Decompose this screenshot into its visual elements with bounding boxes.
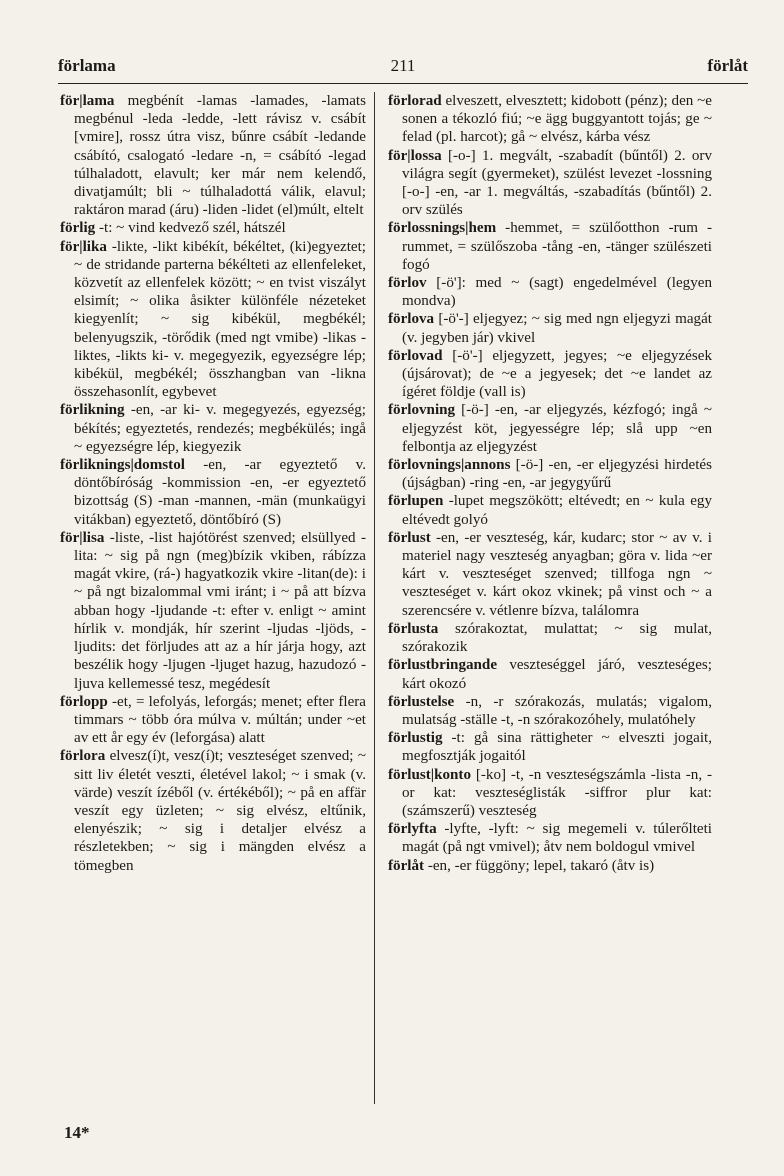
dictionary-entry: förliknings|domstol -en, -ar egyeztető v. döntőbíróság -kommission -en, -er egyeztető bizottság (S) -man -mannen, -män (munkaügyi vitákban) egyeztető, döntőbíró (S): [60, 457, 366, 528]
dictionary-entry: för|lossa [-o-] 1. megvált, -szabadít (bűntől) 2. orv világra segít (gyermeket), szülést levezet -lossning [-o-] -en, -ar 1. megváltás, -szabadítás (bűntől) 2. orv szülés: [388, 147, 712, 219]
dictionary-entry: förlustig -t: gå sina rättigheter ~ elveszti jogait, megfosztják jogaitól: [388, 730, 712, 765]
dictionary-entry: förlåt -en, -er függöny; lepel, takaró (åtv is): [388, 857, 655, 874]
column-divider: [374, 92, 375, 1104]
dictionary-entry: förlustbringande veszteséggel járó, veszteséges; kárt okozó: [388, 657, 712, 692]
dictionary-entry: förlig -t: ~ vind kedvező szél, hátszél: [60, 220, 286, 237]
dictionary-entry: förlust -en, -er veszteség, kár, kudarc; stor ~ av v. i materiel nagy veszteség anyagban; göra v. lida ~er kárt v. veszteséget szenved; tillfoga ngn ~ veszteséget v. kárt okoz vkinek; på vinst och ~ a szerencsére v. vétlenre bízva, találomra: [388, 529, 712, 619]
dictionary-entry: förlust|konto [-ko] -t, -n veszteségszámla -lista -n, -or kat: veszteséglisták -siffror plur kat: (számszerű) veszteség: [388, 766, 712, 819]
dictionary-entry: förlopp -et, = lefolyás, leforgás; menet; efter flera timmars ~ több óra múlva v. múltán; under ~et av ett år egy év (leforgása) alatt: [60, 693, 366, 747]
dictionary-entry: förlovad [-ö'-] eljegyzett, jegyes; ~e eljegyzések (újsárovat); de ~e a jegyesek; det ~e landet az ígéret földje (vall is): [388, 347, 712, 401]
guide-word-right: förlåt: [707, 56, 748, 75]
dictionary-entry: för|lika -likte, -likt kibékít, békéltet, (ki)egyeztet; ~ de stridande parterna békélteti az ellenfeleket, közvetít az ellenfelek között; ~ en tvist viszályt elsimít; ~ olika åsikter különféle nézeteket kiegyenlít; ~ sig kibékül, megbékél; belenyugszik, -törődik (med ngt vmibe) -likas -liktes, -likts ki- v. megegyezik, egyezségre lép; kibékül, megbékél; összhangban van -likna összehasonlít, egybevet: [60, 238, 366, 401]
page-number: 211: [390, 56, 416, 75]
dictionary-entry: förlusta szórakoztat, mulattat; ~ sig mulat, szórakozik: [388, 620, 712, 656]
dictionary-entry: förlorad elveszett, elvesztett; kidobott (pénz); den ~e sonen a tékozló fiú; ~e ägg buggyantott tojás; ge ~ felad (pl. harcot); gå ~ elvész, kárba vész: [388, 93, 712, 146]
dictionary-entry: förlov [-ö']: med ~ (sagt) engedelmével (legyen mondva): [388, 275, 712, 310]
dictionary-entry: förlovnings|annons [-ö-] -en, -er eljegyzési hirdetés (újságban) -ring -en, -ar jegygyűrű: [388, 457, 712, 492]
dictionary-entry: förlora elvesz(í)t, vesz(í)t; veszteséget szenved; ~ sitt liv életét veszti, életével lakol; ~ i smak (v. värde) veszít ízéből (v. értékéből); ~ på en affär veszít egy üzleten; ~ sig elvész, eltűnik, elenyészik; ~ sig i detaljer elvész a részletekben; ~ sig i mängden elvész a tömegben: [60, 748, 366, 874]
dictionary-entry: förlustelse -n, -r szórakozás, mulatás; vigalom, mulatság -ställe -t, -n szórakozóhely, mulatóhely: [388, 693, 712, 728]
guide-word-left: förlama: [58, 56, 116, 75]
right-column: [388, 92, 712, 875]
dictionary-entry: förlossnings|hem -hemmet, = szülőotthon -rum -rummet, = szülőszoba -tång -en, -tänger szülészeti fogó: [388, 220, 712, 273]
dictionary-entry: för|lama megbénít -lamas -lamades, -lamats megbénul -leda -ledde, -lett rávisz v. csábít [vmire], rossz útra visz, bűnre csábít -ledande csábító, csalogató -ledare -n, = csábító -legad túlhaladott, elavult; ker már nem kelendő, divatjamúlt; bli ~ túlhaladottá válik, elavul; raktáron marad (áru) -liden -lidet (el)múlt, eltelt: [60, 93, 366, 219]
dictionary-entry: förlyfta -lyfte, -lyft: ~ sig megemeli v. túlerőlteti magát (på ngt vmivel); åtv nem boldogul vmivel: [388, 821, 712, 856]
signature-mark: 14*: [64, 1123, 90, 1142]
header-rule: [58, 83, 748, 84]
dictionary-entry: för|lisa -liste, -list hajótörést szenved; elsüllyed -lita: ~ sig på ngn (meg)bízik vkiben, rábízza magát vkire, (rá-) hagyatkozik vkire -litan(de): i ~ på ngt bizalommal vmi iránt; i ~ på att bízva abban hogy -ljudande -t: efter v. enligt ~ amint hírlik v. mondják, hír szerint -ljudas -ljöds, -ljudits: det förljudes att az a hír járja hogy, azt beszélik hogy -ljugen -ljuget hazug, hazudozó -ljuva kellemessé tesz, megédesít: [60, 529, 366, 692]
dictionary-entry: förlova [-ö'-] eljegyez; ~ sig med ngn eljegyzi magát (v. jegyben jár) vkivel: [388, 311, 712, 346]
left-column: [60, 92, 366, 875]
page-header: [58, 56, 748, 84]
dictionary-entry: förlovning [-ö-] -en, -ar eljegyzés, kézfogó; ingå ~ eljegyzést köt, jegyességre lép; slå upp ~en felbontja az eljegyzést: [388, 402, 712, 455]
dictionary-entry: förlupen -lupet megszökött; eltévedt; en ~ kula egy eltévedt golyó: [388, 493, 712, 528]
dictionary-entry: förlikning -en, -ar ki- v. megegyezés, egyezség; békítés; egyeztetés, rendezés; megbékülés; ingå ~ egyezségre lép, kiegyezik: [60, 402, 366, 455]
